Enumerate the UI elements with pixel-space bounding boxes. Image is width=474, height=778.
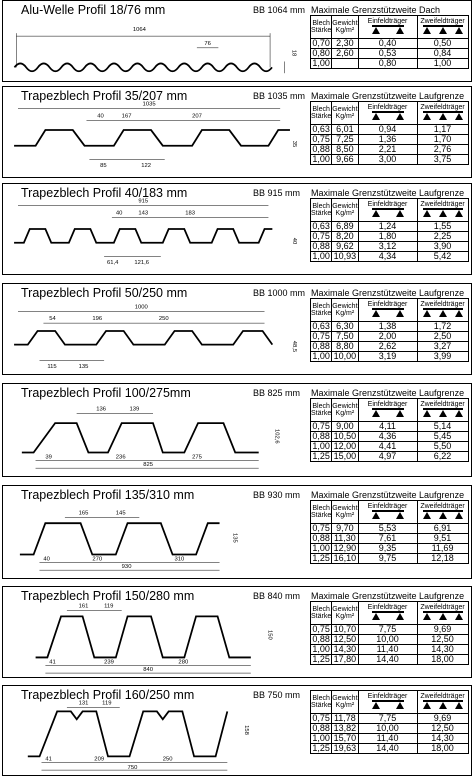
spec-table [310, 601, 469, 665]
table-cell: 5,14 [417, 422, 468, 432]
dimension-label: 165 [78, 510, 89, 517]
profile-width: BB 915 mm [253, 188, 301, 198]
double-span-icon [421, 111, 465, 121]
table-cell: 7,61 [358, 534, 417, 544]
table-cell: 1,00 [312, 154, 330, 164]
dimension-label: 102,6 [273, 429, 280, 444]
table-cell: 0,88 [312, 431, 330, 441]
single-span-icon [368, 611, 408, 621]
table-cell: 8,20 [332, 232, 358, 242]
dimension-label: 40 [115, 210, 123, 217]
table-cell: 1,25 [312, 743, 330, 753]
table-cell: 2,30 [332, 39, 358, 49]
table-cell: 13,82 [333, 723, 357, 733]
table-cell: 0,63 [312, 221, 330, 231]
table-cell: 1,00 [312, 251, 330, 261]
table-cell: 3,90 [417, 242, 468, 252]
spec-label: Maximale Grenzstützweite Laufgrenze [311, 591, 465, 601]
dimension-label: 840 [143, 667, 153, 674]
table-cell: 14,30 [417, 734, 468, 744]
table-cell: Blech Stärke [311, 602, 332, 625]
table-cell: 18,00 [417, 655, 468, 665]
table-cell: 1,00 [312, 543, 330, 553]
table-cell: 2,00 [358, 332, 417, 342]
table-cell: 0,75 [312, 421, 330, 431]
table-cell: 0,88 [312, 341, 330, 351]
dimension-label: 40 [97, 113, 104, 120]
table-cell: 10,00 [358, 724, 417, 734]
table-cell: Gewicht Kg/m² [332, 299, 358, 322]
profile-width: BB 1035 mm [253, 91, 306, 101]
table-cell: 8,50 [332, 145, 358, 155]
dimension-label: 915 [138, 198, 149, 205]
dimension-label: 280 [178, 659, 189, 666]
dimension-label: 750 [127, 765, 138, 772]
dim-pitch: 76 [204, 40, 211, 47]
table-cell: 0,40 [358, 39, 417, 49]
table-cell: 0,75 [312, 134, 330, 144]
profile-width: BB 930 mm [253, 490, 301, 500]
table-cell: 10,50 [333, 431, 357, 441]
table-cell: 6,22 [417, 452, 468, 462]
dimension-label: 61,4 [107, 260, 119, 267]
table-cell: 15,00 [333, 451, 357, 461]
table-cell: Gewicht Kg/m² [332, 399, 358, 422]
table-cell: Blech Stärke [311, 299, 332, 322]
table-cell: 1,00 [312, 351, 330, 361]
single-span-icon [368, 408, 408, 418]
double-span-icon [421, 208, 465, 218]
table-cell: 0,88 [312, 144, 330, 154]
profile-width: BB 825 mm [253, 388, 301, 398]
table-cell: 0,84 [417, 49, 468, 59]
table-cell: 12,50 [417, 635, 468, 645]
spec-table [310, 500, 469, 564]
dimension-label: 39 [45, 454, 52, 461]
profile-title: Trapezblech Profil 135/310 mm [21, 488, 195, 502]
table-cell: Einfeldträger [358, 199, 417, 222]
table-cell: 1,36 [358, 135, 417, 145]
table-cell: 1,24 [358, 222, 417, 232]
single-span-icon [368, 308, 408, 318]
table-cell: 5,45 [417, 432, 468, 442]
spec-table [310, 15, 469, 69]
profile-title: Alu-Welle Profil 18/76 mm [21, 3, 166, 17]
table-cell: Einfeldträger [358, 399, 417, 422]
table-cell: 6,30 [332, 322, 358, 332]
table-cell: 1,38 [358, 322, 417, 332]
table-cell: 3,19 [358, 352, 417, 362]
dimension-label: 48,5 [290, 340, 297, 353]
table-cell: 11,69 [417, 544, 468, 554]
table-cell: 9,00 [332, 422, 358, 432]
dimension-label: 135 [78, 364, 89, 371]
table-cell: Blech Stärke [311, 102, 332, 125]
table-cell: 12,90 [333, 543, 357, 553]
dimension-label: 135 [231, 532, 238, 543]
dimension-label: 40 [290, 237, 297, 245]
table-cell: 1,55 [417, 222, 468, 232]
table-cell: 6,01 [332, 125, 358, 135]
table-cell: 1,25 [312, 451, 330, 461]
dimension-label: 207 [192, 113, 202, 120]
dimension-label: 183 [185, 210, 196, 217]
table-cell: 4,34 [358, 252, 417, 262]
table-cell: 1,25 [312, 654, 330, 664]
table-cell: Einfeldträger [358, 299, 417, 322]
dimension-label: 236 [115, 454, 126, 461]
table-cell: 3,75 [417, 155, 468, 165]
dimension-label: 1000 [134, 304, 148, 311]
table-cell: 10,70 [333, 624, 357, 634]
profile-title: Trapezblech Profil 40/183 mm [21, 186, 188, 200]
dimension-label: 41 [49, 659, 56, 666]
double-span-icon [421, 700, 465, 710]
table-cell: 7,50 [332, 332, 358, 342]
dimension-label: 270 [92, 556, 103, 563]
table-cell: Gewicht Kg/m² [332, 501, 358, 524]
table-cell: 4,97 [358, 452, 417, 462]
profile-panel-2 [2, 86, 472, 178]
table-cell: 5,53 [358, 524, 417, 534]
table-cell: 1,25 [312, 553, 330, 563]
table-cell: 1,80 [358, 232, 417, 242]
dimension-label: 310 [174, 556, 185, 563]
table-cell: Blech Stärke [311, 399, 332, 422]
table-cell: 1,00 [417, 59, 468, 69]
single-span-icon [368, 208, 408, 218]
profile-panel-6 [2, 485, 472, 579]
table-cell: Blech Stärke [311, 199, 332, 222]
profile-width: BB 1064 mm [253, 5, 306, 15]
table-cell: Zweifeldträger [417, 399, 468, 422]
table-cell: 0,70 [312, 38, 330, 48]
table-cell: 11,78 [332, 714, 358, 724]
dimension-label: 239 [104, 659, 114, 666]
profile-panel-8 [2, 685, 472, 776]
table-cell: 0,75 [312, 713, 330, 723]
table-cell: Blech Stärke [311, 501, 332, 524]
table-cell: Gewicht Kg/m² [332, 602, 358, 625]
table-cell: 9,69 [417, 625, 468, 635]
profile-panel-1 [2, 0, 472, 82]
table-cell: 0,80 [358, 59, 417, 69]
profile-width: BB 1000 mm [253, 288, 306, 298]
dimension-label: 167 [121, 113, 132, 120]
table-cell: 0,94 [358, 125, 417, 135]
single-span-icon [368, 111, 408, 121]
spec-label: Maximale Grenzstützweite Laufgrenze [311, 288, 465, 298]
table-cell: 10,00 [333, 351, 357, 361]
table-cell: 4,36 [358, 432, 417, 442]
table-cell: 18,00 [417, 744, 468, 754]
dimension-label: 825 [143, 462, 153, 469]
table-cell: 1,70 [417, 135, 468, 145]
table-cell: 4,11 [358, 422, 417, 432]
table-cell: 5,50 [417, 442, 468, 452]
table-cell: 1,00 [312, 441, 330, 451]
table-cell: 0,80 [312, 48, 330, 58]
table-cell: 0,63 [312, 124, 330, 134]
table-cell: 14,40 [358, 655, 417, 665]
table-cell: 0,75 [312, 624, 330, 634]
spec-table [310, 398, 469, 462]
table-cell: Einfeldträger [358, 16, 417, 39]
dimension-label: 131 [78, 700, 89, 707]
table-cell: 2,50 [417, 332, 468, 342]
spec-table [310, 298, 469, 362]
table-cell: 16,10 [333, 553, 357, 563]
profile-width: BB 840 mm [253, 591, 301, 601]
dimension-label: 41 [45, 756, 52, 763]
table-cell: 11,40 [358, 734, 417, 744]
table-cell: 3,99 [417, 352, 468, 362]
table-cell: 9,51 [417, 534, 468, 544]
table-cell: 4,41 [358, 442, 417, 452]
table-cell: 1,00 [312, 58, 330, 68]
table-cell: 0,88 [312, 723, 330, 733]
dimension-label: 145 [115, 510, 126, 517]
table-cell [332, 59, 358, 69]
table-cell: Einfeldträger [358, 102, 417, 125]
table-cell: 12,18 [417, 554, 468, 564]
double-span-icon [421, 408, 465, 418]
table-cell: 2,21 [358, 145, 417, 155]
single-span-icon [368, 25, 408, 35]
dimension-label: 35 [290, 140, 297, 148]
table-cell: Gewicht Kg/m² [332, 199, 358, 222]
table-cell: Zweifeldträger [417, 501, 468, 524]
table-cell: 0,75 [312, 231, 330, 241]
table-cell: 6,89 [332, 222, 358, 232]
dimension-label: 150 [266, 630, 273, 640]
dimension-label: 40 [43, 556, 50, 563]
dimension-label: 115 [47, 364, 57, 371]
profile-title: Trapezblech Profil 150/280 mm [21, 589, 195, 603]
table-cell: Einfeldträger [358, 602, 417, 625]
table-cell: Gewicht Kg/m² [332, 102, 358, 125]
table-cell: 14,40 [358, 744, 417, 754]
dimension-label: 121,6 [134, 260, 150, 267]
table-cell: 0,88 [312, 241, 330, 251]
dimension-label: 143 [138, 210, 149, 217]
dimension-label: 250 [158, 316, 169, 323]
table-cell: 17,80 [333, 654, 357, 664]
dimension-label: 139 [129, 406, 140, 413]
dimension-label: 275 [192, 454, 202, 461]
table-cell: 9,70 [332, 524, 358, 534]
dimension-label: 1035 [142, 101, 156, 108]
double-span-icon [421, 308, 465, 318]
table-cell: Zweifeldträger [417, 199, 468, 222]
profile-panel-5 [2, 383, 472, 477]
double-span-icon [421, 25, 465, 35]
dimension-label: 122 [141, 163, 152, 170]
dimension-label: 930 [121, 564, 132, 571]
profile-title: Trapezblech Profil 160/250 mm [21, 688, 195, 702]
table-cell: 3,27 [417, 342, 468, 352]
profile-title: Trapezblech Profil 100/275mm [21, 386, 191, 400]
table-cell: 7,25 [332, 135, 358, 145]
table-cell: 7,75 [358, 625, 417, 635]
dimension-label: 136 [96, 406, 107, 413]
table-cell: 6,91 [417, 524, 468, 534]
table-cell: Einfeldträger [358, 501, 417, 524]
dim-height: 18 [290, 49, 297, 57]
table-cell: 10,00 [358, 635, 417, 645]
table-cell: 12,00 [333, 441, 357, 451]
spec-label: Maximale Grenzstützweite Dach [311, 5, 441, 15]
table-cell: Einfeldträger [358, 691, 417, 714]
dimension-label: 119 [104, 603, 114, 610]
spec-table [310, 690, 469, 754]
table-cell: 19,63 [333, 743, 357, 753]
table-cell: 12,50 [417, 724, 468, 734]
profile-panel-4 [2, 283, 472, 375]
table-cell: Zweifeldträger [417, 691, 468, 714]
table-cell: 1,72 [417, 322, 468, 332]
table-cell: 1,17 [417, 125, 468, 135]
table-cell: 14,30 [417, 645, 468, 655]
table-cell: 2,25 [417, 232, 468, 242]
table-cell: 2,60 [332, 49, 358, 59]
dim-total: 1064 [132, 27, 146, 34]
table-cell: 0,75 [312, 331, 330, 341]
dimension-label: 209 [94, 756, 105, 763]
spec-label: Maximale Grenzstützweite Laufgrenze [311, 91, 465, 101]
table-cell: 11,40 [358, 645, 417, 655]
table-cell: 9,62 [332, 242, 358, 252]
table-cell: 14,30 [333, 644, 357, 654]
table-cell: 9,69 [417, 714, 468, 724]
table-cell: Blech Stärke [311, 691, 332, 714]
table-cell: 5,42 [417, 252, 468, 262]
double-span-icon [421, 510, 465, 520]
double-span-icon [421, 611, 465, 621]
spec-label: Maximale Grenzstützweite Laufgrenze [311, 490, 465, 500]
table-cell: 9,35 [358, 544, 417, 554]
single-span-icon [368, 510, 408, 520]
table-cell: Zweifeldträger [417, 16, 468, 39]
profile-title: Trapezblech Profil 50/250 mm [21, 286, 188, 300]
table-cell: Zweifeldträger [417, 299, 468, 322]
table-cell: 7,75 [358, 714, 417, 724]
dimension-label: 161 [78, 603, 89, 610]
table-cell: 12,50 [333, 634, 357, 644]
table-cell: 2,62 [358, 342, 417, 352]
dimension-label: 250 [162, 756, 173, 763]
table-cell: 0,50 [417, 39, 468, 49]
profile-panel-7 [2, 586, 472, 678]
table-cell: 0,75 [312, 523, 330, 533]
table-cell: 1,00 [312, 733, 330, 743]
table-cell: 9,66 [332, 155, 358, 165]
table-cell: 3,00 [358, 155, 417, 165]
table-cell: 0,63 [312, 321, 330, 331]
dimension-label: 158 [242, 725, 249, 735]
table-cell: 0,88 [312, 634, 330, 644]
table-cell: 1,00 [312, 644, 330, 654]
table-cell: 11,30 [332, 534, 358, 544]
spec-table [310, 101, 469, 165]
table-cell: 15,70 [333, 733, 357, 743]
spec-table [310, 198, 469, 262]
table-cell: Zweifeldträger [417, 102, 468, 125]
table-cell: 10,93 [333, 251, 357, 261]
profile-width: BB 750 mm [253, 690, 301, 700]
table-cell: Gewicht Kg/m² [332, 16, 358, 39]
table-cell: 0,53 [358, 49, 417, 59]
profile-title: Trapezblech Profil 35/207 mm [21, 89, 188, 103]
table-cell: 0,88 [312, 533, 330, 543]
profile-panel-3 [2, 183, 472, 275]
table-cell: Zweifeldträger [417, 602, 468, 625]
single-span-icon [368, 700, 408, 710]
dimension-label: 85 [100, 163, 107, 170]
table-cell: 9,75 [358, 554, 417, 564]
spec-label: Maximale Grenzstützweite Laufgrenze [311, 188, 465, 198]
table-cell: 8,80 [332, 342, 358, 352]
table-cell: 3,12 [358, 242, 417, 252]
spec-label: Maximale Grenzstützweite Laufgrenze [311, 388, 465, 398]
table-cell: Gewicht Kg/m² [332, 691, 358, 714]
table-cell: Blech Stärke [311, 16, 332, 39]
dimension-label: 54 [49, 316, 56, 323]
dimension-label: 196 [92, 316, 103, 323]
dimension-label: 119 [102, 700, 112, 707]
table-cell: 2,76 [417, 145, 468, 155]
